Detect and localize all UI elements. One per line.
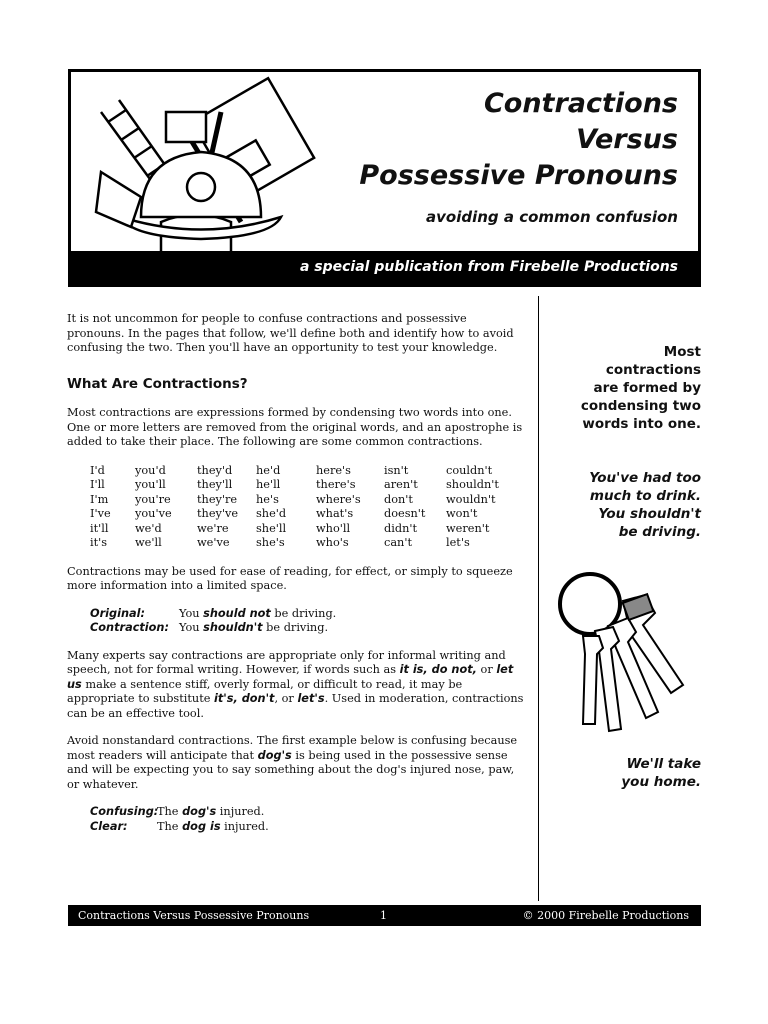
- contraction-word: I'll: [90, 478, 105, 491]
- sidebar-note-3: [621, 755, 701, 791]
- example-original-contraction: [90, 607, 525, 636]
- experts-bold-4: let's: [297, 692, 325, 705]
- title-line-1: Contractions: [483, 88, 678, 119]
- contraction-word: who'll: [316, 521, 351, 535]
- column-divider: [538, 296, 539, 901]
- contraction-word: they're: [197, 492, 238, 506]
- experts-text-1: Many experts say contractions are appropriate only for informal writing and speech, not for formal writing. However, if words such as: [67, 648, 506, 676]
- experts-bold-2: let us: [67, 663, 514, 691]
- contraction-word: what's: [316, 507, 354, 520]
- note1-line: Most: [663, 344, 701, 360]
- title-line-2: Versus: [576, 124, 678, 155]
- usage-paragraph: Contractions may be used for ease of reading, for effect, or simply to squeeze more information into a limited space.: [67, 564, 513, 592]
- note2-line: You've had too: [589, 470, 701, 486]
- contraction-word: she'd: [256, 507, 287, 520]
- clear-text-post: injured.: [220, 819, 269, 833]
- contraction-word: it's: [90, 536, 108, 549]
- contraction-word: weren't: [446, 521, 490, 535]
- contraction-word: there's: [316, 478, 356, 491]
- note1-line: are formed by: [593, 380, 701, 396]
- section-heading: What Are Contractions?: [67, 375, 248, 392]
- main-column: [67, 312, 525, 834]
- title-line-3: Possessive Pronouns: [359, 160, 678, 191]
- confusing-label: Confusing:: [90, 805, 159, 818]
- keys-icon: [553, 566, 703, 736]
- contraction-label: Contraction:: [90, 621, 169, 634]
- note3-line: you home.: [621, 774, 701, 790]
- contraction-word: isn't: [384, 463, 409, 477]
- page-number: 1: [380, 909, 387, 922]
- contraction-word: doesn't: [384, 507, 426, 520]
- contraction-word: he'll: [256, 478, 281, 491]
- experts-text-2: or: [476, 663, 497, 676]
- original-text-post: be driving.: [270, 606, 337, 620]
- confusing-text-pre: The: [157, 805, 183, 818]
- original-label: Original:: [90, 606, 146, 620]
- experts-text-4: , or: [274, 692, 298, 705]
- contraction-word: he's: [256, 492, 279, 506]
- page-title: [359, 86, 678, 194]
- confusing-text-bold: dog's: [182, 805, 217, 818]
- nonstandard-text-1: Avoid nonstandard contractions. The first example below is confusing because most readers will anticipate that: [67, 734, 518, 762]
- contraction-word: you'd: [135, 463, 166, 477]
- contraction-word: I'm: [90, 492, 109, 506]
- contraction-text-pre: You: [179, 621, 204, 634]
- contraction-word: here's: [316, 463, 351, 477]
- clear-text-bold: dog is: [182, 819, 221, 833]
- contraction-word: they'd: [197, 463, 233, 477]
- contraction-word: he'd: [256, 463, 281, 477]
- experts-bold-3: it's, don't: [214, 692, 275, 705]
- original-text-bold: should not: [203, 606, 271, 620]
- contraction-word: won't: [446, 507, 478, 520]
- contraction-word: can't: [384, 536, 412, 549]
- contraction-word: we'll: [135, 536, 162, 549]
- contraction-word: I've: [90, 507, 111, 520]
- definition-paragraph: Most contractions are expressions formed by condensing two words into one. One or more letters are removed from the original words, and an apostrophe is added to take their place. The following are some common contractions.: [67, 406, 523, 448]
- contraction-word: who's: [316, 536, 349, 549]
- intro-paragraph: It is not uncommon for people to confuse contractions and possessive pronouns. In the pages that follow, we'll define both and identify how to avoid confusing the two. Then you'll have an opportunity to test your knowledge.: [67, 312, 514, 354]
- note2-line: You shouldn't: [598, 506, 701, 522]
- contraction-word: it'll: [90, 521, 109, 535]
- contraction-word: you're: [135, 492, 171, 506]
- contraction-word: you'll: [135, 478, 166, 491]
- note2-line: be driving.: [618, 524, 701, 540]
- publisher-bar: a special publication from Firebelle Productions: [71, 251, 698, 284]
- note1-line: words into one.: [582, 416, 701, 432]
- contraction-word: she's: [256, 536, 285, 549]
- contraction-word: they've: [197, 507, 239, 520]
- header-banner: [68, 69, 701, 287]
- note1-line: condensing two: [580, 398, 701, 414]
- nonstandard-paragraph: [67, 734, 525, 792]
- note2-line: much to drink.: [589, 488, 701, 504]
- contraction-word: I'd: [90, 463, 105, 477]
- experts-bold-1: it is, do not,: [399, 663, 477, 676]
- sidebar-note-1: [581, 343, 701, 433]
- contraction-text-post: be driving.: [262, 621, 329, 634]
- contraction-word: shouldn't: [446, 478, 499, 491]
- footer-title: Contractions Versus Possessive Pronouns: [78, 909, 310, 922]
- contraction-word: let's: [446, 536, 470, 549]
- contractions-table: [90, 464, 525, 551]
- contraction-word: wouldn't: [446, 492, 496, 506]
- contraction-word: we've: [197, 536, 230, 549]
- subtitle: avoiding a common confusion: [425, 208, 678, 226]
- nonstandard-bold: dog's: [257, 748, 292, 762]
- page-footer: [68, 905, 701, 926]
- experts-text-3: make a sentence stiff, overly formal, or difficult to read, it may be appropriate to substitute: [67, 677, 463, 705]
- nonstandard-text-2: is being used in the possessive sense and will be expecting you to say something about the dog's injured nose, paw, or whatever.: [67, 748, 515, 791]
- note1-line: contractions: [605, 362, 701, 378]
- contraction-word: she'll: [256, 521, 287, 535]
- contraction-word: don't: [384, 492, 413, 506]
- copyright: © 2000 Firebelle Productions: [522, 909, 689, 922]
- clear-label: Clear:: [90, 819, 128, 833]
- contraction-word: couldn't: [446, 463, 493, 477]
- experts-paragraph: [67, 649, 525, 722]
- example-confusing-clear: [90, 805, 525, 834]
- contraction-word: they'll: [197, 478, 233, 491]
- contraction-word: didn't: [384, 521, 417, 535]
- contraction-word: we'd: [135, 521, 162, 535]
- original-text-pre: You: [179, 606, 204, 620]
- clear-text-pre: The: [157, 819, 183, 833]
- experts-text-5: . Used in moderation, contractions can be an effective tool.: [67, 692, 524, 720]
- contraction-word: where's: [316, 492, 361, 506]
- sidebar-note-2: [589, 469, 701, 541]
- confusing-text-post: injured.: [216, 805, 265, 818]
- contraction-text-bold: shouldn't: [203, 621, 263, 634]
- contraction-word: you've: [135, 507, 172, 520]
- contraction-word: aren't: [384, 478, 418, 491]
- contraction-word: we're: [197, 521, 229, 535]
- note3-line: We'll take: [626, 756, 701, 772]
